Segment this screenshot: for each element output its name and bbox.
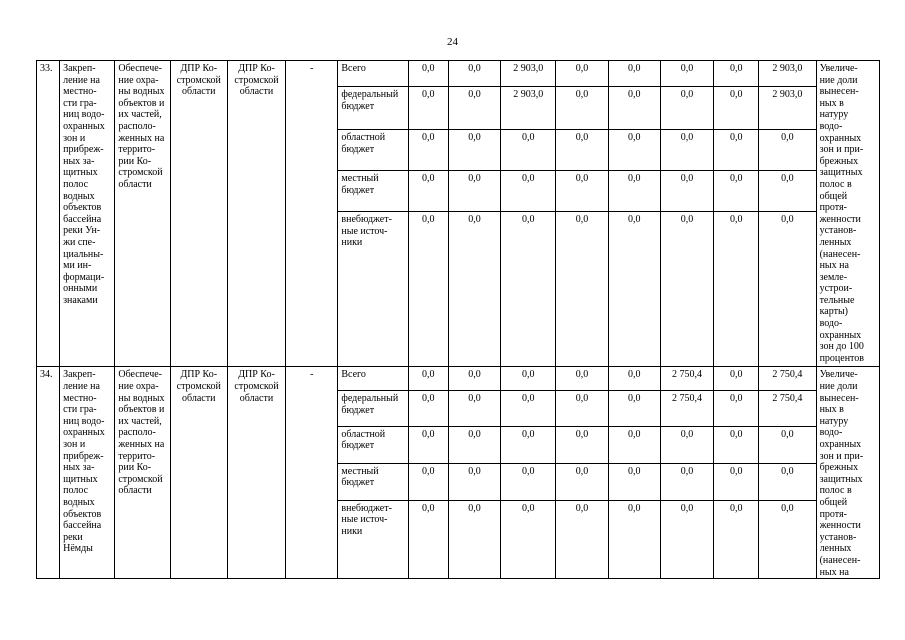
cell-line: ны водных [118,392,165,404]
funding-value-cell: 0,0 [759,211,816,367]
funding-value-cell: 0,0 [408,130,448,171]
cell-line: женности [819,520,861,532]
cell-line: охранных [63,427,105,439]
cell-line: ДПР Ко- [238,63,275,74]
funding-value-cell: 0,0 [448,390,500,426]
cell-line: ники [341,237,363,249]
funding-value-cell: 0,0 [714,87,759,130]
cell-line: бюджет [341,143,375,155]
cell-line: ных в [819,97,844,109]
deadline-dash-cell: - [286,367,338,579]
cell-line: бассейна [63,520,102,532]
cell-line: их частей, [118,415,162,427]
row-number: 34. [37,367,60,579]
cell-line: реки Ун- [63,225,101,237]
cell-line: области [118,485,152,497]
cell-line: областной [341,132,386,144]
cell-line: ние доли [819,381,858,393]
cell-line: тельные [819,294,855,306]
cell-line: стромской [176,74,221,86]
cell-line: Закреп- [63,369,96,381]
funding-value-cell: 2 750,4 [759,390,816,426]
funding-value-cell: 0,0 [556,61,608,87]
cell-line: располо- [118,427,156,439]
cell-line: ление на [63,381,100,393]
cell-line: защитных [819,473,863,485]
funding-value-cell: 2 903,0 [759,87,816,130]
cell-line: зон до 100 [819,341,864,353]
cell-line: ленных [819,236,852,248]
cell-line: зон и при- [819,144,864,156]
cell-line: Нёмды [63,543,93,555]
cell-line: ных на [819,566,849,577]
cell-line: устрои- [819,283,853,295]
expected-result-cell [816,61,879,367]
cell-line: местный [341,173,379,185]
deadline-dash-cell: - [286,61,338,367]
funding-value-cell: 0,0 [408,211,448,367]
cell-line: установ- [819,531,857,543]
table-body [37,61,880,579]
cell-line: вынесен- [819,392,859,404]
cell-line: их частей, [118,109,162,121]
cell-line: полос в [819,178,852,190]
cell-line: ники [341,525,363,537]
cell-line: женных на [118,132,165,144]
cell-line: террито- [118,144,156,156]
cell-line: ДПР Ко- [238,369,275,381]
cell-line: карты) [819,306,848,318]
funding-value-cell: 0,0 [408,87,448,130]
cell-line: натуру [819,109,849,121]
cell-line: ных на [819,260,849,272]
cell-line: полос [63,178,89,190]
funding-value-cell: 0,0 [408,500,448,579]
cell-line: бюджет [341,440,375,452]
cell-line: ми ин- [63,260,92,272]
cell-line: циальны- [63,248,104,260]
cell-line: сти гра- [63,97,97,109]
row-number: 33. [37,61,60,367]
cell-line: водо- [819,120,843,132]
cell-line: ние охра- [118,74,159,86]
cell-line: объектов [63,508,102,520]
funding-value-cell: 2 903,0 [501,87,556,130]
funding-value-cell: 0,0 [501,390,556,426]
funding-source-cell [338,500,408,579]
funding-value-cell: 0,0 [408,426,448,463]
cell-line: Увеличе- [819,63,858,74]
funding-value-cell: 0,0 [660,426,713,463]
funding-value-cell: 0,0 [660,61,713,87]
funding-value-cell: 0,0 [448,367,500,391]
funding-value-cell: 0,0 [501,500,556,579]
cell-line: общей [819,496,848,508]
funding-value-cell: 0,0 [714,500,759,579]
executor-cell [170,61,227,367]
cell-line: (нанесен- [819,554,861,566]
cell-line: прибреж- [63,144,104,156]
funding-value-cell: 0,0 [660,171,713,212]
cell-line: бюджет [341,100,375,112]
funding-value-cell: 0,0 [759,426,816,463]
funding-value-cell: 0,0 [448,87,500,130]
cell-line: внебюджет- [341,502,392,514]
cell-line: (нанесен- [819,248,861,260]
funding-value-cell: 0,0 [714,463,759,500]
funding-value-cell: 0,0 [408,390,448,426]
cell-line: ных за- [63,462,95,474]
cell-line: ДПР Ко- [180,369,218,381]
funding-value-cell: 0,0 [759,130,816,171]
cell-line: реки [63,531,83,543]
funding-value-cell: 0,0 [714,390,759,426]
cell-line: располо- [118,120,156,132]
cell-line: области [239,86,274,98]
table-row [37,61,880,87]
funding-value-cell: 0,0 [660,500,713,579]
cell-line: водо- [819,427,843,439]
funding-value-cell: 0,0 [448,130,500,171]
cell-line: стромской [234,74,279,86]
cell-line: зон и при- [819,450,864,462]
cell-line: объектов [63,202,102,214]
executor-cell [170,367,227,579]
funding-value-cell: 0,0 [660,463,713,500]
funding-value-cell: 0,0 [608,426,660,463]
funding-value-cell: 0,0 [759,500,816,579]
funding-value-cell: 0,0 [448,500,500,579]
funding-value-cell: 0,0 [608,61,660,87]
cell-line: охранных [63,120,105,132]
cell-line: ниц водо- [63,109,105,121]
cell-line: ние доли [819,74,858,86]
cell-line: объектов и [118,404,165,416]
funding-value-cell: 0,0 [448,61,500,87]
funding-value-cell: 2 903,0 [501,61,556,87]
purpose-cell [115,61,170,367]
cell-line: рии Ко- [118,462,152,474]
cell-line: Увеличе- [819,369,858,381]
funding-value-cell: 0,0 [556,87,608,130]
cell-line: области [118,178,152,190]
cell-line: жи спе- [63,236,96,248]
cell-line: области [182,86,216,98]
activity-name-cell [60,61,115,367]
cell-line: ниц водо- [63,415,105,427]
cell-line: объектов и [118,97,165,109]
cell-line: охранных [819,132,862,144]
funding-value-cell: 0,0 [501,463,556,500]
cell-line: земле- [819,271,848,283]
funding-source-cell [338,463,408,500]
funding-value-cell: 2 750,4 [660,390,713,426]
cell-line: федеральный [341,392,399,404]
cell-line: бассейна [63,213,102,225]
cell-line: ны водных [118,86,165,98]
funding-value-cell: 0,0 [556,171,608,212]
funding-value-cell: 0,0 [448,211,500,367]
cell-line: области [239,392,274,404]
cell-line: Всего [341,369,366,381]
cell-line: бюджет [341,404,375,416]
funding-value-cell: 2 750,4 [660,367,713,391]
cell-line: водных [63,496,95,508]
cell-line: установ- [819,225,857,237]
funding-value-cell: 0,0 [660,130,713,171]
cell-line: местный [341,465,379,477]
funding-value-cell: 0,0 [501,367,556,391]
funding-source-cell [338,61,408,87]
cell-line: террито- [118,450,156,462]
funding-value-cell: 0,0 [501,426,556,463]
cell-line: охранных [819,329,862,341]
cell-line: стромской [176,381,221,393]
funding-value-cell: 0,0 [714,130,759,171]
cell-line: натуру [819,415,849,427]
cell-line: Всего [341,63,366,74]
table-row [37,367,880,391]
funding-value-cell: 2 903,0 [759,61,816,87]
funding-value-cell: 0,0 [759,171,816,212]
cell-line: стромской [234,381,279,393]
cell-line: Обеспече- [118,63,163,74]
activity-name-cell [60,367,115,579]
funding-source-cell [338,130,408,171]
cell-line: женности [819,213,861,225]
funding-source-cell [338,390,408,426]
cell-line: местно- [63,392,97,404]
funding-value-cell: 0,0 [714,426,759,463]
cell-line: зон и [63,439,86,450]
cell-line: защитных [819,167,863,179]
cell-line: охранных [819,439,862,450]
program-activities-table [36,60,880,579]
funding-value-cell: 0,0 [448,171,500,212]
funding-value-cell: 0,0 [556,211,608,367]
cell-line: области [182,392,216,404]
funding-value-cell: 0,0 [408,367,448,391]
cell-line: щитных [63,167,98,179]
funding-source-cell [338,211,408,367]
cell-line: сти гра- [63,404,97,416]
funding-value-cell: 0,0 [408,171,448,212]
expected-result-text [820,369,876,576]
cell-line: прибреж- [63,450,104,462]
funding-value-cell: 0,0 [660,211,713,367]
funding-value-cell: 0,0 [448,463,500,500]
cell-line: водных [63,190,95,202]
cell-line: ные источ- [341,514,388,526]
cell-line: ление на [63,74,100,86]
funding-source-cell [338,171,408,212]
cell-line: брежных [819,462,859,474]
funding-source-cell [338,87,408,130]
cell-line: полос [63,485,89,497]
cell-line: протя- [819,202,847,214]
funding-source-cell [338,426,408,463]
cell-line: рии Ко- [118,155,152,167]
cell-line: ние охра- [118,381,159,393]
funding-value-cell: 0,0 [608,367,660,391]
funding-value-cell: 0,0 [660,87,713,130]
funding-value-cell: 0,0 [714,171,759,212]
cell-line: вынесен- [819,86,859,98]
funding-value-cell: 0,0 [556,367,608,391]
cell-line: протя- [819,508,847,520]
funding-value-cell: 0,0 [448,426,500,463]
cell-line: ДПР Ко- [180,63,218,74]
cell-line: федеральный [341,89,399,101]
cell-line: зон и [63,132,86,144]
funding-value-cell: 0,0 [759,463,816,500]
cell-line: Закреп- [63,63,96,74]
cell-line: внебюджет- [341,213,392,225]
funding-value-cell: 0,0 [556,500,608,579]
cell-line: Обеспече- [118,369,163,381]
funding-value-cell: 0,0 [608,390,660,426]
funding-value-cell: 0,0 [608,87,660,130]
cell-line: знаками [63,294,98,306]
purpose-cell [115,367,170,579]
expected-result-cell [816,367,879,579]
funding-source-cell [338,367,408,391]
cell-line: брежных [819,155,859,167]
cell-line: стромской [118,167,163,179]
funding-value-cell: 0,0 [556,130,608,171]
cell-line: женных на [118,439,165,450]
cell-line: щитных [63,473,98,485]
funding-value-cell: 0,0 [608,211,660,367]
funding-value-cell: 0,0 [408,463,448,500]
cell-line: процентов [819,352,865,364]
cell-line: областной [341,428,386,440]
funding-value-cell: 0,0 [556,463,608,500]
cell-line: формаци- [63,271,105,283]
funding-value-cell: 0,0 [501,211,556,367]
funding-value-cell: 0,0 [501,171,556,212]
cell-line: местно- [63,86,97,98]
funding-value-cell: 0,0 [608,130,660,171]
funding-value-cell: 2 750,4 [759,367,816,391]
funding-value-cell: 0,0 [608,171,660,212]
expected-result-text [820,63,876,364]
funding-value-cell: 0,0 [556,426,608,463]
funding-value-cell: 0,0 [608,500,660,579]
funding-value-cell: 0,0 [501,130,556,171]
cell-line: бюджет [341,477,375,489]
page-number: 24 [447,36,458,48]
cell-line: ные источ- [341,225,388,237]
cell-line: общей [819,190,848,202]
cell-line: полос в [819,485,852,497]
funding-value-cell: 0,0 [556,390,608,426]
cell-line: ных в [819,404,844,416]
funding-value-cell: 0,0 [714,367,759,391]
cell-line: бюджет [341,184,375,196]
funding-value-cell: 0,0 [408,61,448,87]
participant-cell [227,367,285,579]
participant-cell [227,61,285,367]
cell-line: стромской [118,473,163,485]
funding-value-cell: 0,0 [714,211,759,367]
funding-value-cell: 0,0 [608,463,660,500]
cell-line: водо- [819,318,843,330]
cell-line: ленных [819,543,852,555]
funding-value-cell: 0,0 [714,61,759,87]
cell-line: онными [63,283,98,295]
cell-line: ных за- [63,155,95,167]
